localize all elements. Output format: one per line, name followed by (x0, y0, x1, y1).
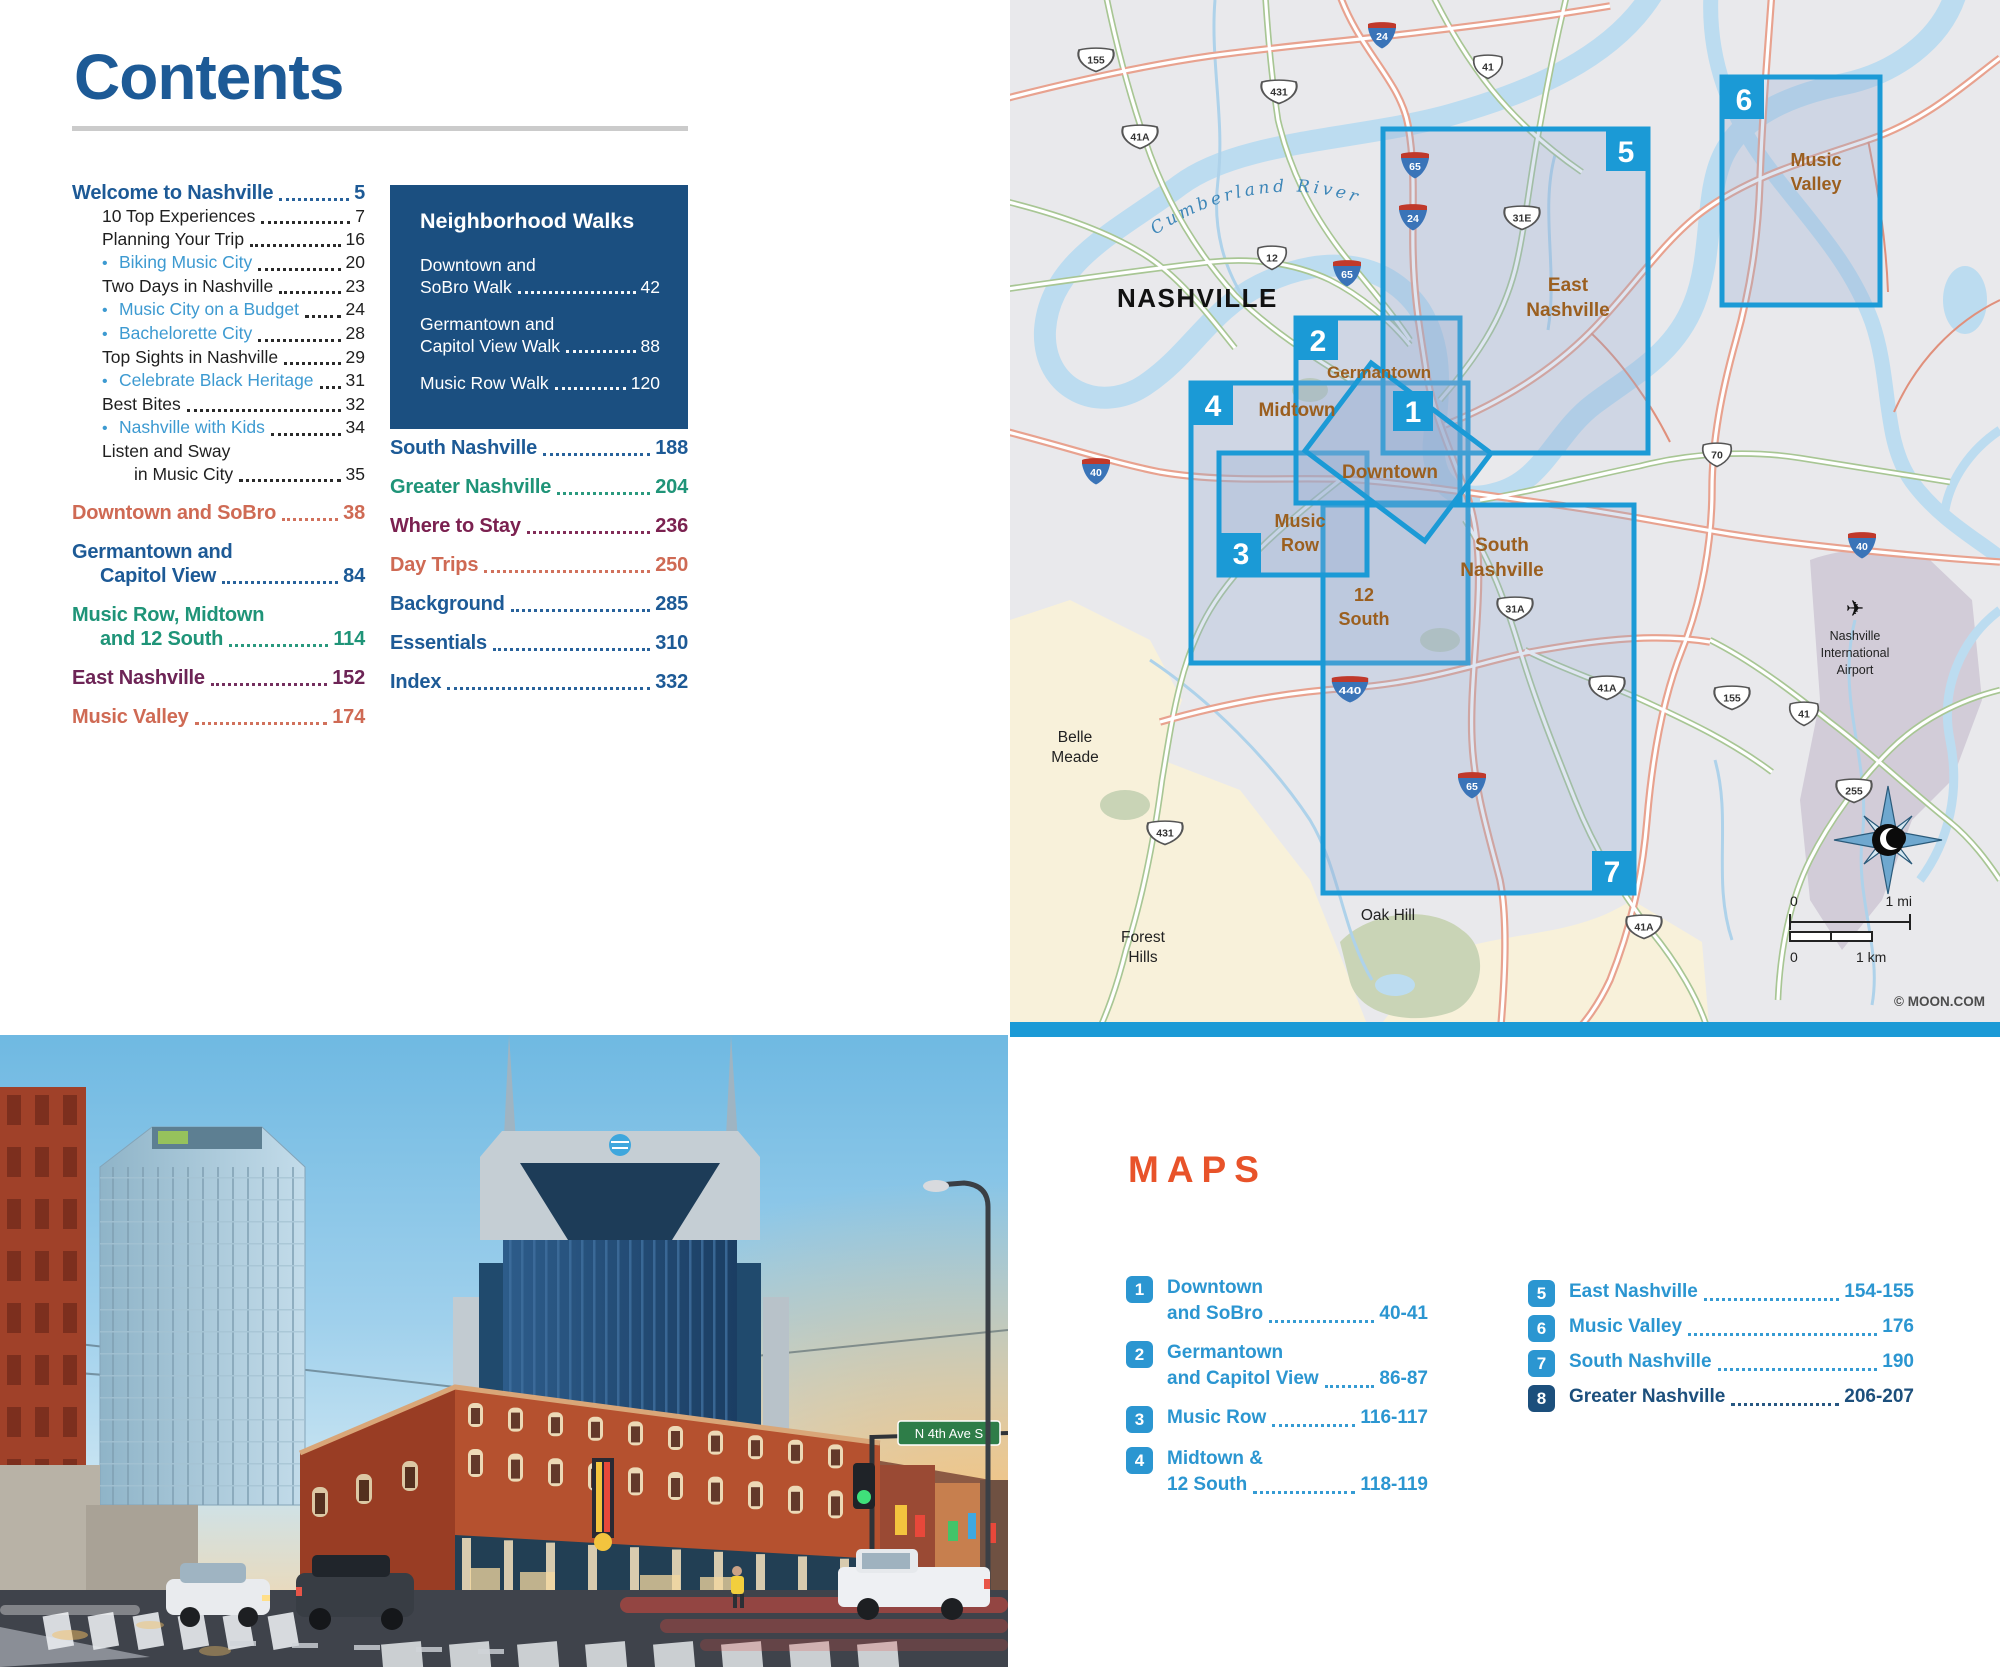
green-light (857, 1490, 871, 1504)
dot-leader (1253, 1491, 1355, 1494)
svg-text:Oak Hill: Oak Hill (1360, 907, 1416, 924)
bullet-icon: • (102, 326, 108, 343)
svg-text:70: 70 (1711, 449, 1723, 462)
toc-page-number: 236 (655, 515, 688, 537)
maps-entry-label: Downtown (1167, 1277, 1264, 1298)
toc-page-number: 152 (332, 667, 365, 689)
guitar-neon-sign (592, 1458, 614, 1551)
bullet-icon: • (102, 373, 108, 390)
svg-text:Nashville: Nashville (1829, 629, 1881, 643)
dot-leader (493, 648, 650, 651)
map-number-badge: 3 (1126, 1406, 1153, 1433)
walk-page-number: 88 (640, 336, 660, 356)
dot-leader (258, 268, 340, 271)
toc-entry (72, 705, 365, 729)
maps-entry-label: Greater Nashville (1569, 1386, 1726, 1407)
dot-leader (1269, 1320, 1374, 1323)
toc-entry-label: Welcome to Nashville (72, 182, 274, 204)
maps-entry-lines (1167, 1275, 1428, 1327)
maps-entry-lines (1569, 1279, 1914, 1307)
svg-text:Music: Music (1274, 511, 1326, 531)
toc-page-number: 28 (345, 323, 365, 343)
airplane-icon: ✈ (1845, 596, 1865, 621)
dot-leader (271, 433, 341, 436)
neighborhood-walks-box (390, 185, 688, 429)
att-globe-icon (609, 1134, 631, 1156)
svg-text:31E: 31E (1512, 212, 1532, 225)
toc-entry (390, 436, 688, 460)
nashville-street-photo (0, 1035, 1008, 1667)
map-number-badge: 2 (1126, 1341, 1153, 1368)
toc-entry-label: Nashville with Kids (119, 417, 265, 437)
maps-index-entry (1528, 1279, 1914, 1307)
svg-text:65: 65 (1409, 161, 1421, 173)
bullet-icon: • (102, 302, 108, 319)
glass-tower (100, 1127, 305, 1505)
svg-text:Row: Row (1281, 535, 1319, 555)
dot-leader (1718, 1368, 1878, 1371)
svg-text:Hills: Hills (1128, 949, 1158, 966)
svg-text:255: 255 (1845, 785, 1863, 798)
walk-label: Capitol View Walk (420, 336, 561, 356)
svg-text:East: East (1547, 275, 1589, 296)
map-number-badge: 8 (1528, 1385, 1555, 1412)
map-number-badge: 6 (1528, 1315, 1555, 1342)
maps-entry-label: Germantown (1167, 1342, 1284, 1363)
toc-entry-label: South Nashville (390, 437, 538, 459)
map-box-badge-2 (1298, 320, 1338, 360)
toc-entry (72, 393, 365, 416)
toc-entry-label: East Nashville (72, 667, 205, 689)
dot-leader (1325, 1385, 1375, 1388)
dot-leader (261, 221, 350, 224)
svg-text:Midtown: Midtown (1258, 400, 1336, 421)
svg-text:4: 4 (1204, 390, 1222, 423)
toc-entry (72, 501, 365, 525)
svg-text:31A: 31A (1505, 603, 1525, 616)
map-box-badge-6 (1724, 79, 1764, 119)
maps-entry-pages: 154-155 (1844, 1281, 1914, 1302)
bullet-icon: • (102, 420, 108, 437)
dot-leader (279, 198, 349, 201)
svg-text:0: 0 (1790, 949, 1798, 965)
maps-index-entry (1126, 1405, 1428, 1433)
map-number-badge: 7 (1528, 1350, 1555, 1377)
toc-entry (72, 275, 365, 298)
toc-page-number: 32 (345, 394, 365, 414)
svg-text:431: 431 (1156, 827, 1174, 840)
toc-entry-label: 10 Top Experiences (102, 206, 256, 226)
svg-text:5: 5 (1617, 136, 1635, 169)
svg-text:7: 7 (1603, 856, 1621, 889)
svg-text:431: 431 (1270, 86, 1288, 99)
title-divider (72, 126, 688, 131)
maps-index-entry (1528, 1384, 1914, 1412)
toc-entry (72, 416, 365, 440)
toc-entry (72, 564, 365, 588)
maps-entry-label: Music Valley (1569, 1316, 1683, 1337)
toc-entry (390, 553, 688, 577)
toc-entry-label: Background (390, 593, 505, 615)
dot-leader (195, 722, 328, 725)
toc-entry (390, 475, 688, 499)
maps-entry-lines (1167, 1446, 1428, 1498)
toc-page-number: 34 (345, 417, 365, 437)
svg-text:65: 65 (1466, 781, 1478, 793)
dot-leader (1704, 1298, 1839, 1301)
toc-entry-label: Capitol View (100, 565, 217, 587)
dot-leader (1272, 1424, 1355, 1427)
maps-index-entry (1126, 1340, 1428, 1392)
maps-entry-lines (1569, 1384, 1914, 1412)
dot-leader (229, 644, 328, 647)
maps-entry-pages: 118-119 (1360, 1474, 1428, 1495)
toc-page-number: 84 (343, 565, 365, 587)
toc-page-number: 204 (655, 476, 688, 498)
dot-leader (239, 479, 340, 482)
dot-leader (511, 609, 651, 612)
map-number-badge: 1 (1126, 1276, 1153, 1303)
svg-text:South: South (1475, 535, 1529, 556)
toc-entry-label: Bachelorette City (119, 323, 253, 343)
map-box-badge-4 (1193, 385, 1233, 425)
map-credit: © MOON.COM (1894, 994, 1985, 1009)
page-title: Contents (74, 41, 344, 113)
toc-entry-label: Essentials (390, 632, 487, 654)
dot-leader (305, 315, 341, 318)
svg-text:1: 1 (1404, 396, 1422, 429)
toc-page-number: 24 (345, 299, 365, 319)
place-label (1361, 907, 1415, 924)
toc-entry (390, 631, 688, 655)
maps-entry-label: 12 South (1167, 1474, 1248, 1495)
toc-left-column (72, 181, 365, 729)
toc-entry-label: Downtown and SoBro (72, 502, 277, 524)
toc-entry (390, 670, 688, 694)
river-label: Cumberland River (1147, 176, 1364, 240)
toc-entry (72, 440, 365, 463)
toc-page-number: 7 (355, 206, 365, 226)
dot-leader (284, 362, 340, 365)
toc-entry (72, 205, 365, 228)
toc-page-number: 5 (354, 182, 365, 204)
svg-text:40: 40 (1090, 467, 1102, 479)
toc-entry (72, 346, 365, 369)
svg-text:1 mi: 1 mi (1885, 893, 1912, 909)
maps-entry-pages: 176 (1882, 1316, 1914, 1337)
street-sign-text: N 4th Ave S (914, 1426, 984, 1441)
maps-entry-pages: 116-117 (1360, 1407, 1428, 1428)
svg-text:Valley: Valley (1790, 174, 1842, 194)
toc-entry-label: in Music City (134, 464, 234, 484)
map-box-badge-3 (1221, 533, 1261, 573)
map-box-badge-7 (1592, 851, 1632, 891)
svg-text:Downtown: Downtown (1341, 462, 1439, 483)
svg-text:Meade: Meade (1051, 749, 1099, 766)
maps-entry-pages: 86-87 (1379, 1368, 1428, 1389)
dot-leader (187, 409, 341, 412)
maps-entry-label: East Nashville (1569, 1281, 1698, 1302)
maps-title: MAPS (1128, 1149, 1267, 1190)
svg-text:40: 40 (1856, 541, 1868, 553)
svg-text:41A: 41A (1634, 921, 1654, 934)
dot-leader (279, 291, 340, 294)
toc-entry (72, 463, 365, 486)
dot-leader (484, 570, 650, 573)
toc-page-number: 16 (345, 229, 365, 249)
toc-entry (72, 228, 365, 251)
toc-entry-label: Music Row, Midtown (72, 604, 265, 626)
toc-entry-label: Day Trips (390, 554, 479, 576)
toc-page-number: 332 (655, 671, 688, 693)
maps-entry-pages: 206-207 (1844, 1386, 1914, 1407)
svg-text:2: 2 (1309, 325, 1327, 358)
svg-text:Belle: Belle (1057, 729, 1093, 746)
toc-entry-label: Planning Your Trip (102, 229, 245, 249)
toc-entry (72, 666, 365, 690)
toc-page-number: 188 (655, 437, 688, 459)
walk-page-number: 120 (630, 373, 660, 393)
toc-entry-label: Where to Stay (390, 515, 521, 537)
maps-entry-label: South Nashville (1569, 1351, 1712, 1372)
toc-entry (72, 181, 365, 205)
toc-entry-label: Two Days in Nashville (102, 276, 274, 296)
maps-index-page (1010, 1037, 2000, 1667)
toc-entry (72, 627, 365, 651)
toc-page-number: 38 (343, 502, 365, 524)
svg-text:Nashville: Nashville (1526, 300, 1610, 321)
svg-text:440: 440 (1338, 684, 1362, 697)
dot-leader (557, 492, 650, 495)
svg-text:65: 65 (1341, 269, 1353, 281)
svg-text:24: 24 (1407, 213, 1419, 225)
nashville-overview-map (1010, 0, 2000, 1037)
svg-text:1 km: 1 km (1856, 949, 1887, 965)
maps-index-entry (1126, 1275, 1428, 1327)
map-canvas (1010, 0, 2000, 1037)
toc-entry (72, 369, 365, 393)
maps-index-left-column (1126, 1275, 1428, 1511)
walks-items (420, 254, 660, 394)
maps-entry-label: Midtown & (1167, 1448, 1264, 1469)
maps-entry-lines (1569, 1314, 1914, 1342)
maps-entry-lines (1167, 1340, 1428, 1392)
dot-leader (1688, 1333, 1877, 1336)
maps-entry-label: Music Row (1167, 1407, 1267, 1428)
svg-text:Nashville: Nashville (1460, 560, 1544, 581)
toc-page-number: 31 (345, 370, 365, 390)
dot-leader (566, 350, 635, 353)
toc-entry (72, 251, 365, 275)
map-number-badge: 4 (1126, 1447, 1153, 1474)
toc-entry-label: Germantown and (72, 541, 233, 563)
svg-text:Music: Music (1790, 150, 1842, 170)
toc-entry (390, 514, 688, 538)
svg-text:6: 6 (1735, 84, 1753, 117)
toc-page-number: 250 (655, 554, 688, 576)
walk-item (420, 372, 660, 394)
toc-entry-label: Biking Music City (119, 252, 253, 272)
svg-text:155: 155 (1087, 54, 1105, 67)
dot-leader (250, 244, 340, 247)
map-box-badge-1 (1393, 391, 1433, 431)
walk-label: Germantown and (420, 314, 555, 334)
walk-item (420, 313, 660, 357)
dot-leader (518, 291, 636, 294)
toc-entry-label: Top Sights in Nashville (102, 347, 279, 367)
toc-page-number: 23 (345, 276, 365, 296)
svg-text:South: South (1338, 609, 1390, 629)
svg-text:12: 12 (1266, 252, 1278, 265)
toc-page-number: 310 (655, 632, 688, 654)
svg-text:Forest: Forest (1121, 929, 1165, 946)
toc-entry-label: and 12 South (100, 628, 224, 650)
toc-page-number: 285 (655, 593, 688, 615)
maps-index-right-column (1528, 1279, 1914, 1419)
map-bottom-bar (1010, 1022, 2000, 1037)
toc-page-number: 114 (333, 628, 365, 650)
map-area-label (1342, 462, 1438, 483)
dot-leader (222, 581, 338, 584)
svg-text:24: 24 (1376, 31, 1388, 43)
maps-entry-pages: 40-41 (1379, 1303, 1428, 1324)
svg-text:41A: 41A (1597, 682, 1617, 695)
city-label: NASHVILLE (1117, 283, 1278, 313)
walk-label: Music Row Walk (420, 373, 549, 393)
toc-entry-label: Music City on a Budget (119, 299, 299, 319)
walk-item (420, 254, 660, 298)
toc-page-number: 174 (332, 706, 365, 728)
dot-leader (527, 531, 650, 534)
dot-leader (211, 683, 327, 686)
svg-text:41A: 41A (1130, 131, 1150, 144)
toc-page-number: 20 (345, 252, 365, 272)
toc-entry (72, 603, 365, 627)
walks-box-title: Neighborhood Walks (420, 209, 635, 233)
map-area-label (1258, 400, 1335, 421)
toc-page-number: 35 (345, 464, 365, 484)
toc-entry-label: Celebrate Black Heritage (119, 370, 314, 390)
walk-page-number: 42 (640, 277, 660, 297)
maps-entry-lines (1569, 1349, 1914, 1377)
toc-page-number: 29 (345, 347, 365, 367)
maps-index-entry (1528, 1314, 1914, 1342)
svg-text:155: 155 (1723, 692, 1741, 705)
dot-leader (447, 687, 650, 690)
toc-entry (72, 540, 365, 564)
dot-leader (258, 339, 340, 342)
toc-entry (390, 592, 688, 616)
walk-label: SoBro Walk (420, 277, 512, 297)
maps-entry-lines (1167, 1405, 1428, 1433)
toc-entry-label: Best Bites (102, 394, 181, 414)
toc-entry-label: Listen and Sway (102, 441, 231, 461)
toc-entry-label: Index (390, 671, 442, 693)
toc-entry (72, 322, 365, 346)
maps-entry-pages: 190 (1882, 1351, 1914, 1372)
svg-text:41: 41 (1482, 61, 1494, 74)
left-brick-building (0, 1087, 86, 1491)
walk-label: Downtown and (420, 255, 536, 275)
toc-entry-label: Music Valley (72, 706, 189, 728)
svg-text:41: 41 (1798, 708, 1810, 721)
toc-right-column (390, 436, 688, 709)
svg-text:0: 0 (1790, 893, 1798, 909)
map-area-label (1327, 363, 1431, 382)
toc-entry-label: Greater Nashville (390, 476, 552, 498)
maps-index-entry (1126, 1446, 1428, 1498)
svg-text:3: 3 (1232, 538, 1250, 571)
svg-text:Airport: Airport (1836, 663, 1874, 677)
map-number-badge: 5 (1528, 1280, 1555, 1307)
svg-text:Germantown: Germantown (1327, 363, 1431, 382)
maps-index-entry (1528, 1349, 1914, 1377)
svg-text:International: International (1820, 646, 1890, 660)
toc-entry (72, 298, 365, 322)
dot-leader (555, 387, 626, 390)
dot-leader (320, 386, 341, 389)
svg-text:12: 12 (1353, 585, 1375, 605)
dot-leader (1731, 1403, 1839, 1406)
maps-entry-label: and SoBro (1167, 1303, 1264, 1324)
map-box-badge-5 (1606, 131, 1646, 171)
dot-leader (543, 453, 650, 456)
photo-canvas (0, 1035, 1008, 1667)
maps-entry-label: and Capitol View (1167, 1368, 1319, 1389)
dot-leader (282, 518, 338, 521)
bullet-icon: • (102, 255, 108, 272)
